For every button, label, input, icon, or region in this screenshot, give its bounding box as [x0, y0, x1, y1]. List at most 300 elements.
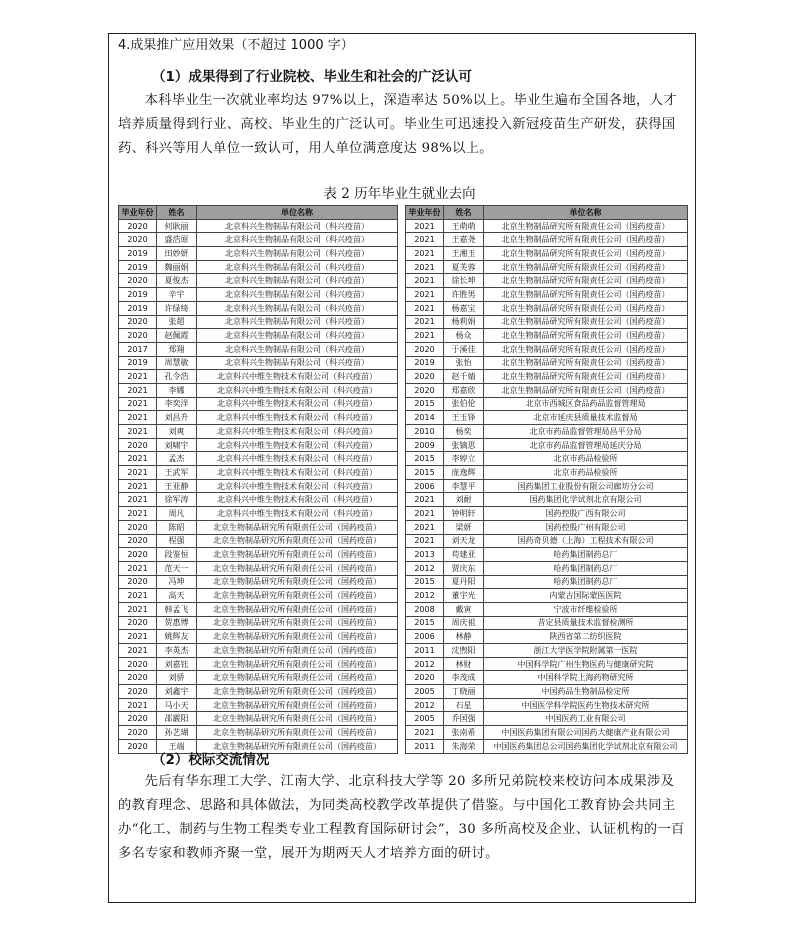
- cell-year: 2015: [406, 397, 444, 411]
- cell-name: 许绿绮: [157, 301, 197, 315]
- table-row: [406, 602, 688, 616]
- cell-year: 2019: [119, 301, 157, 315]
- cell-employer: 中国科学院上海药物研究所: [484, 671, 688, 685]
- cell-year: 2021: [406, 329, 444, 343]
- cell-year: 2020: [119, 315, 157, 329]
- cell-employer: 哈药集团制药总厂: [484, 575, 688, 589]
- table-row: [119, 602, 398, 616]
- cell-name: 庞逸辉: [444, 466, 484, 480]
- cell-year: 2015: [406, 452, 444, 466]
- cell-year: 2021: [119, 589, 157, 603]
- cell-year: 2019: [406, 356, 444, 370]
- cell-name: 张镝思: [444, 438, 484, 452]
- cell-employer: 北京生物制品研究所有限责任公司（国药疫苗）: [484, 329, 688, 343]
- cell-year: 2020: [406, 342, 444, 356]
- cell-year: 2020: [119, 219, 157, 233]
- cell-employer: 北京生物制品研究所有限责任公司（国药疫苗）: [484, 247, 688, 261]
- cell-year: 2012: [406, 698, 444, 712]
- cell-name: 李婷立: [444, 452, 484, 466]
- table-row: [119, 219, 398, 233]
- cell-year: 2021: [119, 411, 157, 425]
- cell-name: 刘天龙: [444, 534, 484, 548]
- cell-name: 林静: [444, 630, 484, 644]
- cell-name: 董宇光: [444, 589, 484, 603]
- table-row: [119, 315, 398, 329]
- cell-name: 郑翔: [157, 342, 197, 356]
- cell-name: 何耿丽: [157, 219, 197, 233]
- cell-employer: 北京科兴中维生物技术有限公司（科兴疫苗）: [197, 479, 398, 493]
- table-row: [119, 671, 398, 685]
- cell-year: 2008: [406, 602, 444, 616]
- table-row: [406, 466, 688, 480]
- cell-year: 2021: [406, 493, 444, 507]
- table-row: [406, 630, 688, 644]
- cell-employer: 北京生物制品研究所有限责任公司（国药疫苗）: [197, 575, 398, 589]
- cell-year: 2021: [406, 288, 444, 302]
- cell-year: 2021: [119, 644, 157, 658]
- cell-name: 张怡: [444, 356, 484, 370]
- cell-year: 2021: [119, 561, 157, 575]
- cell-employer: 北京生物制品研究所有限责任公司（国药疫苗）: [484, 315, 688, 329]
- cell-name: 刘爽: [157, 425, 197, 439]
- cell-year: 2019: [119, 356, 157, 370]
- cell-year: 2020: [119, 520, 157, 534]
- cell-year: 2013: [406, 548, 444, 562]
- table-row: [119, 466, 398, 480]
- cell-name: 张伯伦: [444, 397, 484, 411]
- cell-name: 杨奕: [444, 425, 484, 439]
- cell-year: 2020: [119, 438, 157, 452]
- cell-year: 2020: [119, 657, 157, 671]
- paragraph-exchange: 先后有华东理工大学、江南大学、北京科技大学等 20 多所兄弟院校来校访问本成果涉及的教育理念、思路和具体做法，为同类高校教学改革提供了借鉴。与中国化工教育协会共同主办“化工、制药与生物工程类专业工程教育国际研讨会”，30 多所高校及企业、认证机构的一百多名专家和教师齐聚一堂，展开为期两天人才培养方面的研讨。: [118, 774, 685, 861]
- cell-year: 2021: [406, 219, 444, 233]
- cell-name: 李娜: [157, 383, 197, 397]
- table-row: [406, 534, 688, 548]
- cell-name: 丁晓丽: [444, 685, 484, 699]
- cell-employer: 北京科兴生物制品有限公司（科兴疫苗）: [197, 288, 398, 302]
- table-row: [406, 315, 688, 329]
- table-row: [406, 589, 688, 603]
- table-row: [119, 589, 398, 603]
- cell-year: 2021: [406, 507, 444, 521]
- cell-name: 韩孟飞: [157, 602, 197, 616]
- table-row: [119, 712, 398, 726]
- table-row: [406, 301, 688, 315]
- header-employer: 单位名称: [484, 206, 688, 220]
- cell-employer: 北京生物制品研究所有限责任公司（国药疫苗）: [197, 534, 398, 548]
- cell-year: 2015: [406, 575, 444, 589]
- cell-year: 2021: [119, 698, 157, 712]
- cell-year: 2020: [119, 616, 157, 630]
- cell-name: 刘啸宇: [157, 438, 197, 452]
- cell-year: 2011: [406, 739, 444, 753]
- cell-name: 夏俊杰: [157, 274, 197, 288]
- cell-year: 2021: [119, 370, 157, 384]
- cell-employer: 北京生物制品研究所有限责任公司（国药疫苗）: [484, 288, 688, 302]
- cell-employer: 中国医药集团总公司国药集团化学试剂北京有限公司: [484, 739, 688, 753]
- cell-employer: 北京生物制品研究所有限责任公司（国药疫苗）: [484, 356, 688, 370]
- cell-employer: 北京生物制品研究所有限责任公司（国药疫苗）: [484, 301, 688, 315]
- table-row: [406, 493, 688, 507]
- table-row: [119, 726, 398, 740]
- cell-employer: 北京科兴生物制品有限公司（科兴疫苗）: [197, 219, 398, 233]
- table-row: [119, 452, 398, 466]
- table-row: [119, 301, 398, 315]
- header-name: 姓名: [444, 206, 484, 220]
- table-row: [119, 507, 398, 521]
- table-row: [119, 233, 398, 247]
- cell-year: 2020: [119, 534, 157, 548]
- cell-name: 孔令浩: [157, 370, 197, 384]
- table-row: [406, 479, 688, 493]
- table-row: [406, 329, 688, 343]
- cell-employer: 北京生物制品研究所有限责任公司（国药疫苗）: [484, 342, 688, 356]
- cell-name: 贺惠博: [157, 616, 197, 630]
- cell-name: 徐长坤: [444, 274, 484, 288]
- cell-name: 范天一: [157, 561, 197, 575]
- header-year: 毕业年份: [406, 206, 444, 220]
- cell-employer: 中国医药集团有限公司国药大健康产业有限公司: [484, 726, 688, 740]
- table-row: [406, 247, 688, 261]
- cell-year: 2021: [119, 630, 157, 644]
- cell-employer: 北京科兴生物制品有限公司（科兴疫苗）: [197, 315, 398, 329]
- cell-name: 王武军: [157, 466, 197, 480]
- cell-employer: 陕西省第二纺织医院: [484, 630, 688, 644]
- cell-year: 2014: [406, 411, 444, 425]
- cell-name: 魏丽娟: [157, 260, 197, 274]
- cell-employer: 国药奇贝德（上海）工程技术有限公司: [484, 534, 688, 548]
- cell-name: 冯坤: [157, 575, 197, 589]
- cell-year: 2021: [406, 520, 444, 534]
- table-row: [406, 383, 688, 397]
- table-row: [119, 630, 398, 644]
- table-row: [119, 356, 398, 370]
- cell-employer: 北京科兴生物制品有限公司（科兴疫苗）: [197, 342, 398, 356]
- table-row: [119, 479, 398, 493]
- cell-name: 李英杰: [157, 644, 197, 658]
- table-row: [406, 233, 688, 247]
- cell-name: 王萌萌: [444, 219, 484, 233]
- employment-table-left: [118, 205, 398, 754]
- cell-name: 杨众: [444, 329, 484, 343]
- table-row: [119, 411, 398, 425]
- cell-name: 盛浩原: [157, 233, 197, 247]
- table-row: [406, 698, 688, 712]
- cell-year: 2020: [119, 712, 157, 726]
- cell-name: 周凡: [157, 507, 197, 521]
- table-row: [406, 411, 688, 425]
- cell-employer: 国药集团工业股份有限公司廊坊分公司: [484, 479, 688, 493]
- table-header-row: [406, 206, 688, 220]
- cell-year: 2010: [406, 425, 444, 439]
- cell-name: 钟明轩: [444, 507, 484, 521]
- cell-employer: 国药控股广州有限公司: [484, 520, 688, 534]
- cell-employer: 北京市药品检验所: [484, 452, 688, 466]
- table-row: [406, 685, 688, 699]
- cell-employer: 昔定县质量技术监督检测所: [484, 616, 688, 630]
- table-row: [119, 397, 398, 411]
- cell-name: 姚辉友: [157, 630, 197, 644]
- cell-employer: 北京科兴生物制品有限公司（科兴疫苗）: [197, 260, 398, 274]
- cell-employer: 北京科兴生物制品有限公司（科兴疫苗）: [197, 356, 398, 370]
- table-row: [119, 657, 398, 671]
- cell-name: 王嘉尧: [444, 233, 484, 247]
- cell-employer: 北京生物制品研究所有限责任公司（国药疫苗）: [197, 685, 398, 699]
- cell-name: 田妙妍: [157, 247, 197, 261]
- cell-name: 刘鑫宇: [157, 685, 197, 699]
- cell-employer: 浙江大学医学院附属第一医院: [484, 644, 688, 658]
- table-header-row: [119, 206, 398, 220]
- table-row: [406, 507, 688, 521]
- cell-employer: 北京生物制品研究所有限责任公司（国药疫苗）: [484, 274, 688, 288]
- cell-name: 郑嘉欣: [444, 383, 484, 397]
- table-row: [406, 671, 688, 685]
- cell-employer: 北京生物制品研究所有限责任公司（国药疫苗）: [484, 233, 688, 247]
- cell-year: 2021: [406, 247, 444, 261]
- cell-name: 刘嘉钰: [157, 657, 197, 671]
- table-row: [119, 616, 398, 630]
- cell-employer: 北京市延庆县质量技术监督局: [484, 411, 688, 425]
- cell-employer: 中国药品生物制品检定所: [484, 685, 688, 699]
- cell-name: 戴寅: [444, 602, 484, 616]
- cell-year: 2021: [406, 726, 444, 740]
- cell-employer: 北京市药品检验所: [484, 466, 688, 480]
- cell-name: 王亚静: [157, 479, 197, 493]
- table-row: [406, 274, 688, 288]
- cell-employer: 北京科兴中维生物技术有限公司（科兴疫苗）: [197, 507, 398, 521]
- table-row: [119, 644, 398, 658]
- cell-year: 2021: [119, 602, 157, 616]
- cell-year: 2019: [119, 247, 157, 261]
- section-title: 4.成果推广应用效果（不超过 1000 字）: [118, 38, 354, 53]
- table-row: [119, 260, 398, 274]
- cell-employer: 北京科兴中维生物技术有限公司（科兴疫苗）: [197, 466, 398, 480]
- cell-name: 刘耐: [444, 493, 484, 507]
- cell-year: 2020: [119, 548, 157, 562]
- cell-employer: 北京生物制品研究所有限责任公司（国药疫苗）: [197, 520, 398, 534]
- table-row: [406, 575, 688, 589]
- cell-name: 程强: [157, 534, 197, 548]
- table-caption: 表 2 历年毕业生就业去向: [323, 186, 476, 202]
- cell-year: 2012: [406, 589, 444, 603]
- cell-employer: 北京生物制品研究所有限责任公司（国药疫苗）: [197, 712, 398, 726]
- table-row: [406, 616, 688, 630]
- cell-name: 于溪佳: [444, 342, 484, 356]
- cell-year: 2020: [406, 370, 444, 384]
- cell-name: 邵霰阳: [157, 712, 197, 726]
- cell-year: 2021: [119, 383, 157, 397]
- cell-year: 2020: [119, 739, 157, 753]
- cell-name: 许胜男: [444, 288, 484, 302]
- table-row: [119, 370, 398, 384]
- cell-employer: 北京生物制品研究所有限责任公司（国药疫苗）: [197, 589, 398, 603]
- cell-name: 段鉴恒: [157, 548, 197, 562]
- table-row: [406, 712, 688, 726]
- cell-employer: 北京科兴生物制品有限公司（科兴疫苗）: [197, 301, 398, 315]
- employment-table-right: [405, 205, 688, 754]
- cell-year: 2021: [119, 507, 157, 521]
- cell-year: 2009: [406, 438, 444, 452]
- cell-name: 夏芙蓉: [444, 260, 484, 274]
- cell-employer: 北京科兴中维生物技术有限公司（科兴疫苗）: [197, 493, 398, 507]
- cell-year: 2021: [119, 452, 157, 466]
- table-row: [406, 726, 688, 740]
- cell-name: 刘骄: [157, 671, 197, 685]
- cell-name: 夏丹阳: [444, 575, 484, 589]
- table-row: [119, 548, 398, 562]
- cell-name: 朱海荣: [444, 739, 484, 753]
- cell-year: 2021: [406, 534, 444, 548]
- cell-year: 2017: [119, 342, 157, 356]
- cell-employer: 北京生物制品研究所有限责任公司（国药疫苗）: [197, 616, 398, 630]
- cell-name: 张超: [157, 315, 197, 329]
- table-row: [406, 520, 688, 534]
- cell-employer: 北京生物制品研究所有限责任公司（国药疫苗）: [197, 739, 398, 753]
- cell-employer: 北京市药品监督管理局延庆分局: [484, 438, 688, 452]
- cell-year: 2019: [119, 260, 157, 274]
- table-row: [406, 288, 688, 302]
- cell-year: 2020: [119, 685, 157, 699]
- cell-employer: 哈药集团制药总厂: [484, 561, 688, 575]
- cell-name: 梁妍: [444, 520, 484, 534]
- cell-employer: 中国医药工业有限公司: [484, 712, 688, 726]
- table-row: [119, 534, 398, 548]
- subsection-title-recognition: （1）成果得到了行业院校、毕业生和社会的广泛认可: [152, 69, 472, 85]
- cell-employer: 北京科兴中维生物技术有限公司（科兴疫苗）: [197, 383, 398, 397]
- cell-name: 杨莉娟: [444, 315, 484, 329]
- cell-employer: 北京科兴生物制品有限公司（科兴疫苗）: [197, 274, 398, 288]
- cell-name: 刘昌升: [157, 411, 197, 425]
- cell-name: 徐军涛: [157, 493, 197, 507]
- cell-name: 周庆祖: [444, 616, 484, 630]
- table-row: [119, 698, 398, 712]
- table-row: [119, 383, 398, 397]
- cell-year: 2021: [406, 274, 444, 288]
- cell-year: 2020: [119, 575, 157, 589]
- table-row: [119, 493, 398, 507]
- cell-employer: 北京生物制品研究所有限责任公司（国药疫苗）: [197, 644, 398, 658]
- cell-year: 2020: [119, 329, 157, 343]
- subsection-title-exchange: （2）校际交流情况: [152, 752, 270, 768]
- cell-year: 2020: [406, 383, 444, 397]
- cell-employer: 北京科兴生物制品有限公司（科兴疫苗）: [197, 329, 398, 343]
- table-row: [406, 397, 688, 411]
- cell-employer: 中国科学院广州生物医药与健康研究院: [484, 657, 688, 671]
- cell-name: 周慧敏: [157, 356, 197, 370]
- paragraph-employment: 本科毕业生一次就业率均达 97%以上，深造率达 50%以上。毕业生遍布全国各地，人才培养质量得到行业、高校、毕业生的广泛认可。毕业生可迅速投入新冠疫苗生产研发，获得国药、科兴等用人单位一致认可，用人单位满意度达 98%以上。: [118, 93, 677, 156]
- cell-year: 2011: [406, 644, 444, 658]
- cell-employer: 中国医学科学院医药生物技术研究所: [484, 698, 688, 712]
- cell-name: 乔国强: [444, 712, 484, 726]
- table-row: [406, 370, 688, 384]
- cell-name: 李茂成: [444, 671, 484, 685]
- cell-employer: 北京科兴中维生物技术有限公司（科兴疫苗）: [197, 452, 398, 466]
- table-row: [406, 644, 688, 658]
- cell-employer: 北京科兴中维生物技术有限公司（科兴疫苗）: [197, 411, 398, 425]
- cell-name: 王端: [157, 739, 197, 753]
- cell-employer: 北京生物制品研究所有限责任公司（国药疫苗）: [197, 671, 398, 685]
- cell-year: 2021: [119, 425, 157, 439]
- header-employer: 单位名称: [197, 206, 398, 220]
- cell-employer: 北京市药品监督管理局昌平分局: [484, 425, 688, 439]
- cell-name: 王玉铎: [444, 411, 484, 425]
- table-row: [406, 452, 688, 466]
- cell-employer: 北京生物制品研究所有限责任公司（国药疫苗）: [197, 698, 398, 712]
- header-year: 毕业年份: [119, 206, 157, 220]
- table-row: [119, 438, 398, 452]
- cell-year: 2021: [406, 315, 444, 329]
- table-row: [119, 425, 398, 439]
- cell-name: 沈煦阳: [444, 644, 484, 658]
- table-row: [406, 561, 688, 575]
- cell-employer: 北京生物制品研究所有限责任公司（国药疫苗）: [197, 561, 398, 575]
- cell-employer: 北京科兴中维生物技术有限公司（科兴疫苗）: [197, 438, 398, 452]
- table-row: [119, 685, 398, 699]
- cell-employer: 北京科兴生物制品有限公司（科兴疫苗）: [197, 233, 398, 247]
- cell-employer: 国药控股广西有限公司: [484, 507, 688, 521]
- table-row: [119, 329, 398, 343]
- cell-employer: 国药集团化学试剂北京有限公司: [484, 493, 688, 507]
- cell-year: 2021: [406, 301, 444, 315]
- table-row: [119, 247, 398, 261]
- cell-employer: 北京科兴中维生物技术有限公司（科兴疫苗）: [197, 397, 398, 411]
- table-row: [406, 342, 688, 356]
- table-row: [119, 274, 398, 288]
- cell-employer: 北京生物制品研究所有限责任公司（国药疫苗）: [197, 602, 398, 616]
- cell-name: 杨嘉宝: [444, 301, 484, 315]
- cell-year: 2012: [406, 561, 444, 575]
- cell-employer: 内蒙古国际蒙医医院: [484, 589, 688, 603]
- header-name: 姓名: [157, 206, 197, 220]
- cell-employer: 北京生物制品研究所有限责任公司（国药疫苗）: [197, 657, 398, 671]
- cell-name: 石星: [444, 698, 484, 712]
- cell-employer: 北京生物制品研究所有限责任公司（国药疫苗）: [484, 219, 688, 233]
- cell-name: 孟杰: [157, 452, 197, 466]
- cell-year: 2005: [406, 712, 444, 726]
- cell-name: 高天: [157, 589, 197, 603]
- cell-year: 2021: [119, 397, 157, 411]
- cell-name: 赵千婧: [444, 370, 484, 384]
- cell-employer: 北京生物制品研究所有限责任公司（国药疫苗）: [484, 260, 688, 274]
- table-row: [406, 548, 688, 562]
- cell-name: 苟建亚: [444, 548, 484, 562]
- cell-name: 林财: [444, 657, 484, 671]
- cell-name: 贾庆东: [444, 561, 484, 575]
- cell-year: 2005: [406, 685, 444, 699]
- cell-employer: 北京生物制品研究所有限责任公司（国药疫苗）: [484, 370, 688, 384]
- cell-year: 2006: [406, 479, 444, 493]
- cell-name: 李慧平: [444, 479, 484, 493]
- cell-name: 张南希: [444, 726, 484, 740]
- table-row: [119, 561, 398, 575]
- cell-employer: 哈药集团制药总厂: [484, 548, 688, 562]
- cell-name: 辛宇: [157, 288, 197, 302]
- table-row: [406, 657, 688, 671]
- table-row: [119, 575, 398, 589]
- cell-year: 2021: [406, 233, 444, 247]
- cell-employer: 北京生物制品研究所有限责任公司（国药疫苗）: [197, 726, 398, 740]
- table-row: [119, 520, 398, 534]
- cell-year: 2020: [119, 726, 157, 740]
- cell-name: 李奕洋: [157, 397, 197, 411]
- table-row: [406, 260, 688, 274]
- table-row: [119, 342, 398, 356]
- cell-employer: 北京生物制品研究所有限责任公司（国药疫苗）: [484, 383, 688, 397]
- cell-employer: 北京科兴生物制品有限公司（科兴疫苗）: [197, 247, 398, 261]
- cell-year: 2020: [119, 274, 157, 288]
- cell-employer: 北京市西城区食品药品监督管理局: [484, 397, 688, 411]
- table-row: [406, 425, 688, 439]
